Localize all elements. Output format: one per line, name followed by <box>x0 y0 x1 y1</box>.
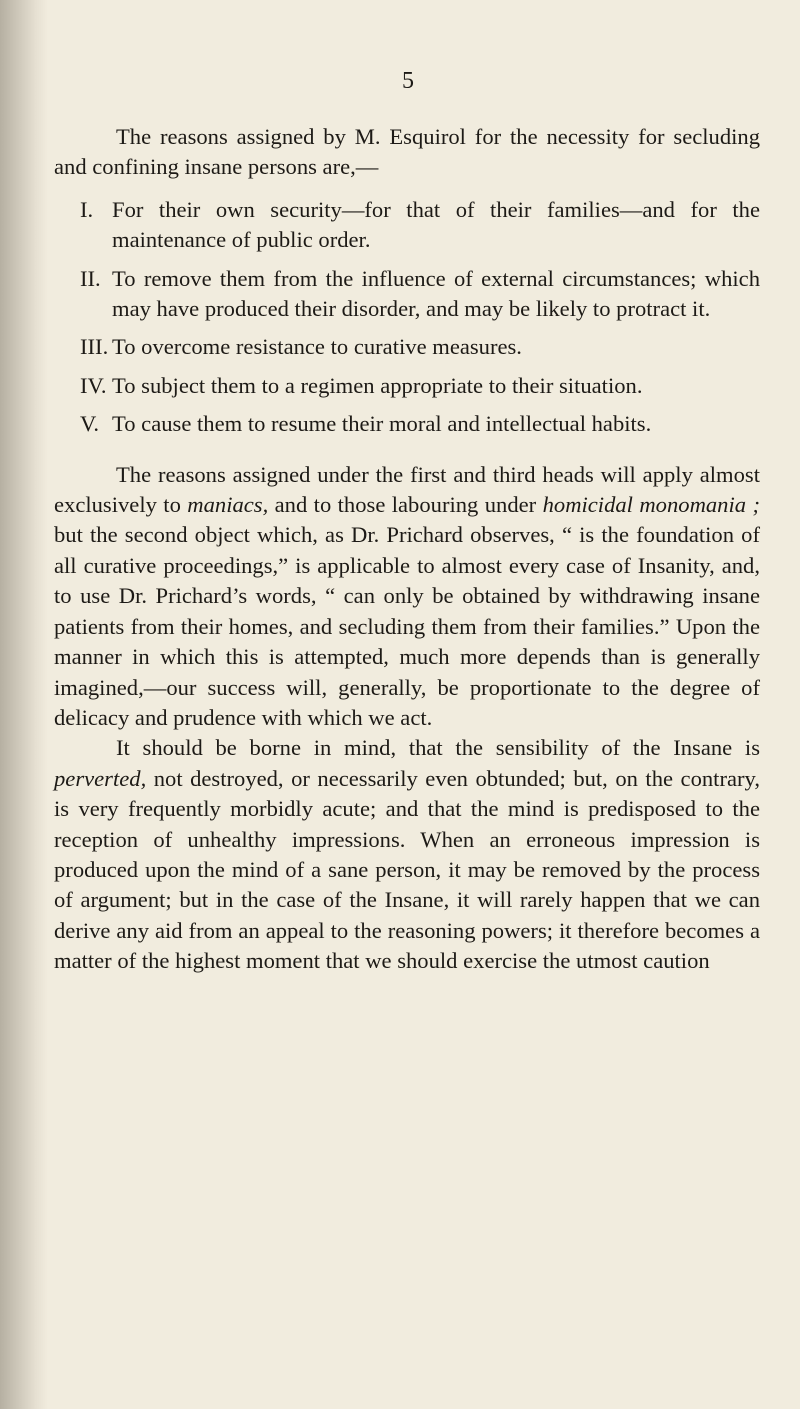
reason-item-4 <box>80 371 760 401</box>
reason-text: To cause them to resume their moral and intellectual habits. <box>112 411 652 437</box>
reason-numeral: V. <box>80 411 100 437</box>
reason-numeral: I. <box>80 196 94 222</box>
reason-item-3 <box>80 332 760 362</box>
reason-text: For their own security—for that of their families—and for the maintenance of public order. <box>112 196 760 253</box>
paragraph-text: but the second object which, as Dr. Prichard observes, “ is the foundation of all curative proceedings,” is applicable to almost every case of Insanity, and, to use Dr. Prichard’s words, “ can only be obtained by withdrawing insane patients from their homes, and secluding them from their families.” Upon the manner in which this is attempted, much more depends than is generally imagined,—our success will, generally, be proportionate to the degree of delicacy and prudence with which we act. <box>54 522 760 730</box>
page-number: 5 <box>402 68 414 94</box>
body-paragraph-2 <box>54 733 760 976</box>
emphasis-text: maniacs, <box>187 492 269 518</box>
reason-item-2 <box>80 264 760 325</box>
reason-text: To remove them from the influence of external circumstances; which may have produced their disorder, and may be likely to protract it. <box>112 265 760 322</box>
intro-paragraph: The reasons assigned by M. Esquirol for the necessity for secluding and confining insane persons are,— <box>54 124 760 180</box>
reason-numeral: IV. <box>80 372 107 398</box>
reasons-list <box>54 195 760 440</box>
page-body <box>54 122 760 977</box>
body-paragraph-1 <box>54 460 760 734</box>
emphasis-text: perverted, <box>54 765 147 791</box>
paragraph-text: not destroyed, or necessarily even obtunded; but, on the contrary, is very frequently morbidly acute; and that the mind is predisposed to the reception of unhealthy impressions. When an erroneous impression is produced upon the mind of a sane person, it may be removed by the process of argument; but in the case of the Insane, it will rarely happen that we can derive any aid from an appeal to the reasoning powers; it therefore becomes a matter of the highest moment that we should exercise the utmost caution <box>54 765 760 974</box>
paragraph-text: It should be borne in mind, that the sensibility of the Insane is <box>116 735 760 761</box>
reason-text: To overcome resistance to curative measures. <box>112 334 522 360</box>
reason-item-5 <box>80 409 760 439</box>
reason-numeral: II. <box>80 265 101 291</box>
reason-item-1 <box>80 195 760 256</box>
reason-numeral: III. <box>80 334 109 360</box>
paragraph-text: and to those labouring under <box>268 492 543 518</box>
paragraph-text: The reasons assigned under the first and third heads will apply almost exclusively to <box>54 461 760 518</box>
reason-text: To subject them to a regimen appropriate to their situation. <box>112 372 643 398</box>
binding-shadow <box>0 0 48 1409</box>
emphasis-text: homicidal monomania ; <box>542 492 760 518</box>
